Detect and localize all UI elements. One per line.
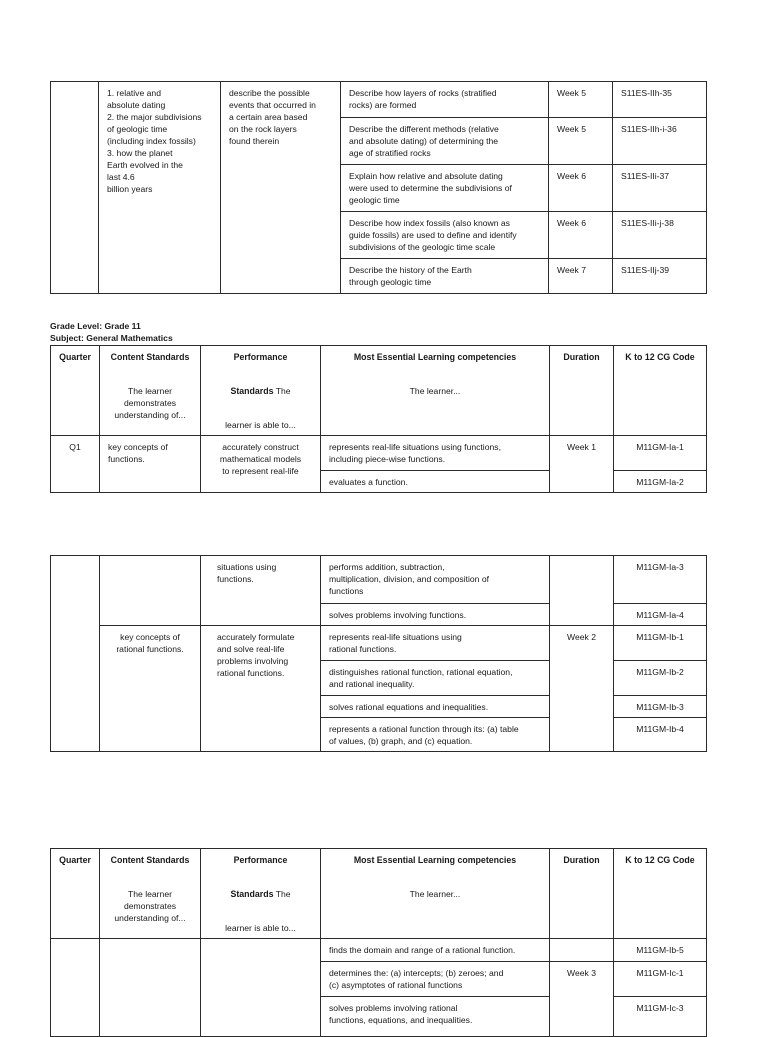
quarter-cell: Q1 xyxy=(51,436,100,493)
duration-cell: Week 3 xyxy=(550,962,614,1037)
quarter-cell-empty xyxy=(51,556,100,752)
code-cell: S11ES-IIi-j-38 xyxy=(613,212,707,259)
performance-standards-word: Standards xyxy=(230,386,274,396)
competency-cell: Describe how index fossils (also known as guide fossils) are used to define and identify subdivisions of the geologic time scale xyxy=(341,212,549,259)
performance-title: Performance xyxy=(233,352,288,362)
duration-cell: Week 2 xyxy=(550,626,614,752)
content-standards-cell-empty xyxy=(100,939,201,1037)
competency-cell: represents real-life situations using rational functions. xyxy=(321,626,550,661)
quarter-header: Quarter xyxy=(51,346,100,436)
competency-cell: performs addition, subtraction, multiplication, division, and composition of functions xyxy=(321,556,550,604)
duration-cell-empty xyxy=(550,556,614,626)
performance-standards-header xyxy=(201,346,321,436)
code-cell: M11GM-Ib-5 xyxy=(614,939,707,962)
performance-standards-cell: accurately formulate and solve real-life problems involving rational functions. xyxy=(201,626,321,752)
content-standards-header xyxy=(100,849,201,939)
duration-cell-empty xyxy=(550,939,614,962)
content-standards-subtitle: The learner demonstrates understanding of... xyxy=(114,889,186,923)
competency-cell: Describe how layers of rocks (stratified rocks) are formed xyxy=(341,82,549,118)
competency-cell: determines the: (a) intercepts; (b) zeroes; and (c) asymptotes of rational functions xyxy=(321,962,550,997)
subject-label: Subject: General Mathematics xyxy=(50,333,173,343)
code-cell: M11GM-Ic-3 xyxy=(614,997,707,1037)
code-cell: M11GM-Ia-2 xyxy=(614,471,707,493)
code-cell: M11GM-Ic-1 xyxy=(614,962,707,997)
competency-cell: solves problems involving functions. xyxy=(321,604,550,626)
competency-cell: represents a rational function through its: (a) table of values, (b) graph, and (c) equation. xyxy=(321,718,550,752)
code-cell: M11GM-Ib-3 xyxy=(614,696,707,718)
competency-header xyxy=(321,346,550,436)
code-cell: M11GM-Ia-1 xyxy=(614,436,707,471)
competency-cell: represents real-life situations using functions, including piece-wise functions. xyxy=(321,436,550,471)
competency-header xyxy=(321,849,550,939)
performance-standards-cell: accurately construct mathematical models to represent real-life xyxy=(201,436,321,493)
quarter-cell-empty xyxy=(51,82,99,294)
code-cell: S11ES-IIi-37 xyxy=(613,165,707,212)
code-header: K to 12 CG Code xyxy=(614,346,707,436)
duration-cell: Week 6 xyxy=(549,165,613,212)
performance-subtitle: learner is able to... xyxy=(225,923,296,933)
performance-standards-cell-empty xyxy=(201,939,321,1037)
quarter-header: Quarter xyxy=(51,849,100,939)
duration-header: Duration xyxy=(550,849,614,939)
duration-cell: Week 1 xyxy=(550,436,614,493)
quarter-cell-empty xyxy=(51,939,100,1037)
performance-title: Performance xyxy=(233,855,288,865)
code-cell: S11ES-IIj-39 xyxy=(613,259,707,294)
general-math-table-1 xyxy=(50,345,707,493)
content-standards-cell-empty xyxy=(100,556,201,626)
performance-standards-cell: describe the possible events that occurred in a certain area based on the rock layers found therein xyxy=(221,82,341,294)
duration-cell: Week 7 xyxy=(549,259,613,294)
competency-title: Most Essential Learning competencies xyxy=(353,352,517,362)
code-cell: M11GM-Ib-2 xyxy=(614,661,707,696)
code-cell: M11GM-Ia-3 xyxy=(614,556,707,604)
duration-cell: Week 6 xyxy=(549,212,613,259)
duration-cell: Week 5 xyxy=(549,82,613,118)
content-standards-cell: 1. relative and absolute dating 2. the major subdivisions of geologic time (including index fossils) 3. how the planet Earth evolved in the last 4.6 billion years xyxy=(99,82,221,294)
content-standards-title: Content Standards xyxy=(110,855,190,865)
earth-science-table xyxy=(50,81,707,294)
performance-standards-cell: situations using functions. xyxy=(201,556,321,626)
performance-standards-word: Standards xyxy=(230,889,274,899)
performance-standards-header xyxy=(201,849,321,939)
competency-cell: Explain how relative and absolute dating were used to determine the subdivisions of geologic time xyxy=(341,165,549,212)
competency-cell: solves problems involving rational functions, equations, and inequalities. xyxy=(321,997,550,1037)
content-standards-subtitle: The learner demonstrates understanding of... xyxy=(114,386,186,420)
grade-level-label: Grade Level: Grade 11 xyxy=(50,321,141,331)
code-cell: M11GM-Ia-4 xyxy=(614,604,707,626)
competency-subtitle: The learner... xyxy=(409,889,461,899)
content-standards-cell: key concepts of functions. xyxy=(100,436,201,493)
competency-cell: distinguishes rational function, rational equation, and rational inequality. xyxy=(321,661,550,696)
performance-subtitle: learner is able to... xyxy=(225,420,296,430)
content-standards-header xyxy=(100,346,201,436)
general-math-table-3 xyxy=(50,848,707,1037)
general-math-table-2 xyxy=(50,555,707,752)
code-header: K to 12 CG Code xyxy=(614,849,707,939)
competency-subtitle: The learner... xyxy=(409,386,461,396)
content-standards-cell: key concepts of rational functions. xyxy=(100,626,201,752)
code-cell: M11GM-Ib-4 xyxy=(614,718,707,752)
performance-the-word: The xyxy=(273,889,291,899)
code-cell: M11GM-Ib-1 xyxy=(614,626,707,661)
code-cell: S11ES-IIh-35 xyxy=(613,82,707,118)
content-standards-title: Content Standards xyxy=(110,352,190,362)
competency-cell: Describe the different methods (relative and absolute dating) of determining the age of stratified rocks xyxy=(341,118,549,165)
duration-header: Duration xyxy=(550,346,614,436)
competency-cell: Describe the history of the Earth through geologic time xyxy=(341,259,549,294)
competency-cell: finds the domain and range of a rational function. xyxy=(321,939,550,962)
competency-title: Most Essential Learning competencies xyxy=(353,855,517,865)
code-cell: S11ES-IIh-i-36 xyxy=(613,118,707,165)
competency-cell: evaluates a function. xyxy=(321,471,550,493)
performance-the-word: The xyxy=(273,386,291,396)
competency-cell: solves rational equations and inequalities. xyxy=(321,696,550,718)
duration-cell: Week 5 xyxy=(549,118,613,165)
